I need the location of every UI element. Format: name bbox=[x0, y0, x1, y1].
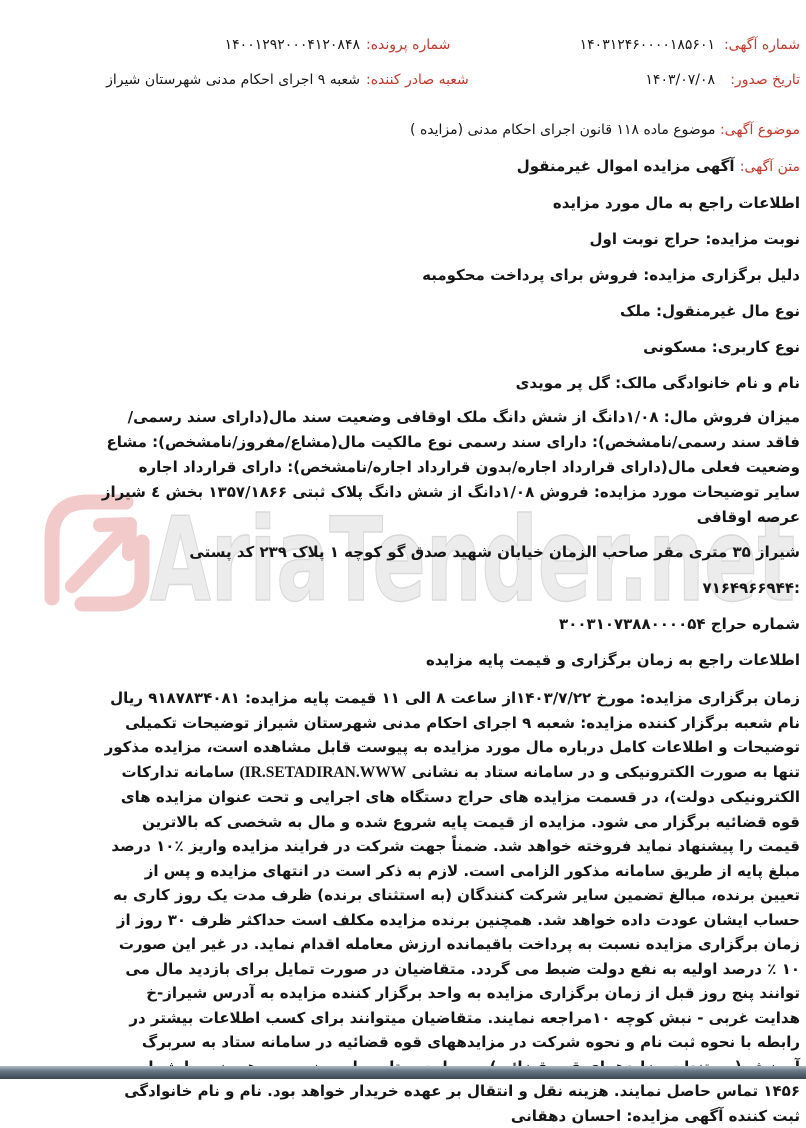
issuer-value: شعبه ۹ اجرای احکام مدنی شهرستان شیراز bbox=[106, 72, 360, 88]
notice-text-value: آگهی مزایده اموال غیرمنقول bbox=[516, 157, 735, 175]
auction-details-text-1: زمان برگزاری مزایده: مورخ ۱۴۰۳/۷/۲۲از ساعت ۸ الی ۱۱ قیمت پایه مزایده: ۹۱۸۷۸۳۴۰۸۱ ریال نام شعبه برگزار کننده مزایده: شعبه ۹ اجرای احکام مدنی شهرستان شیراز توضیحات تکمیلی توضیحات و اطلاعات کامل درباره مال مورد مزایده به پیوست قابل مشاهده است، مزایده مذکور تنها به صورت الکترونیکی و در سامانه ستاد به نشانی bbox=[104, 689, 800, 781]
bottom-border bbox=[0, 1066, 806, 1079]
subject-row bbox=[100, 112, 800, 148]
case-number-value: ۱۴۰۰۱۲۹۲۰۰۰۴۱۲۰۸۴۸ bbox=[224, 37, 360, 53]
subject-label: موضوع آگهی: bbox=[719, 122, 800, 138]
auction-number: شماره حراج ۳۰۰۳۱۰۷۳۸۸۰۰۰۰۵۴ bbox=[559, 615, 800, 633]
notice-number-label: شماره آگهی: bbox=[723, 37, 800, 53]
property-type: نوع مال غیرمنقول: ملک bbox=[620, 302, 800, 320]
property-info-heading: اطلاعات راجع به مال مورد مزایده bbox=[552, 194, 800, 212]
property-address: شیراز ۳۵ متری مقر صاحب الزمان خیابان شهید صدق گو کوچه ۱ پلاک ۲۳۹ کد پستی :۷۱۶۴۹۶۶۹۴۴ bbox=[189, 543, 800, 597]
setad-website-address: (IR.SETADIRAN.WWW bbox=[239, 763, 407, 781]
notice-text-row bbox=[100, 148, 800, 185]
sale-details: میزان فروش مال: ۱/۰۸دانگ از شش دانگ ملک اوقافی وضعیت سند مال(دارای سند رسمی/فاقد سند رسمی/نامشخص): دارای سند رسمی نوع مالکیت مال(مشاع/مفروز/نامشخص): مشاع وضعیت فعلی مال(دارای قرارداد اجاره/بدون قرارداد اجاره/نامشخص): دارای قرارداد اجاره سایر توضیحات مورد مزایده: فروش ۱/۰۸دانگ از شش دانگ پلاک ثبتی ۱۳۵۷/۱۸۶۶ بخش ٤ شیراز عرصه اوقافی bbox=[101, 408, 800, 526]
issue-date-label: تاریخ صدور: bbox=[730, 72, 800, 88]
auction-reason: دلیل برگزاری مزایده: فروش برای پرداخت محکومبه bbox=[422, 266, 800, 284]
auction-details-text-2: سامانه تدارکات الکترونیکی دولت)، در قسمت مزایده های حراج دستگاه های اجرایی و تحت عنوان مزایده های قوه قضائیه برگزار می شود. مزایده از قیمت پایه شروع شده و مال به شخصی که بالاترین قیمت را پیشنهاد نماید فروخته خواهد شد. ضمناً جهت شرکت در فرایند مزایده واریز ٪۱۰ درصد مبلغ پایه از طریق سامانه مذکور الزامی است. لازم به ذکر است در انتهای مزایده و پس از تعیین برنده، مبالغ تضمین سایر شرکت کنندگان (به استثنای برنده) ظرف مدت یک روز کاری به حساب ایشان عودت داده خواهد شد. همچنین برنده مزایده مکلف است حداکثر ظرف ۳۰ روز از زمان برگزاری مزایده نسبت به پرداخت باقیمانده ارزش معامله اقدام نماید. در غیر این صورت ۱۰ ٪ درصد اولیه به نفع دولت ضبط می گردد. متقاضیان در صورت تمایل برای بازدید مال می توانند پنج روز قبل از زمان برگزاری مزایده به واحد برگزار کننده مزایده به آدرس شیراز-خ هدایت غربی - نبش کوچه ۱۰مراجعه نمایند. متقاضیان میتوانند برای کسب اطلاعات بیشتر در رابطه با نحوه ثبت نام و نحوه شرکت در مزایدههای قوه قضائیه در سامانه ستاد به سربرگ ۱۴۵۶ تماس حاصل نمایند. هزینه نقل و انتقال بر عهده خریدار خواهد بود. نام و نام خانوادگی ثبت کننده آگهی مزایده: احسان دهقانی bbox=[111, 762, 800, 1125]
time-price-heading: اطلاعات راجع به زمان برگزاری و قیمت پایه مزایده bbox=[426, 651, 800, 669]
auction-round: نوبت مزایده: حراج نوبت اول bbox=[589, 230, 800, 248]
usage-type: نوع کاربری: مسکونی bbox=[643, 338, 800, 356]
watermark-text: AriaTender.net bbox=[150, 493, 795, 628]
notice-number-value: ۱۴۰۳۱۲۴۶۰۰۰۰۱۸۵۶۰۱ bbox=[579, 37, 715, 53]
auction-details bbox=[100, 686, 800, 1128]
notice-text-label: متن آگهی: bbox=[739, 159, 800, 175]
case-number-label: شماره پرونده: bbox=[366, 37, 451, 53]
issue-date-value: ۱۴۰۳/۰۷/۰۸ bbox=[645, 72, 715, 88]
owner-name: نام و نام خانوادگی مالک: گل پر مویدی bbox=[515, 374, 800, 392]
issuer-label: شعبه صادر کننده: bbox=[366, 72, 469, 88]
subject-value: موضوع ماده ۱۱۸ قانون اجرای احکام مدنی (مزایده ) bbox=[410, 122, 716, 138]
notice-body bbox=[100, 112, 800, 1128]
